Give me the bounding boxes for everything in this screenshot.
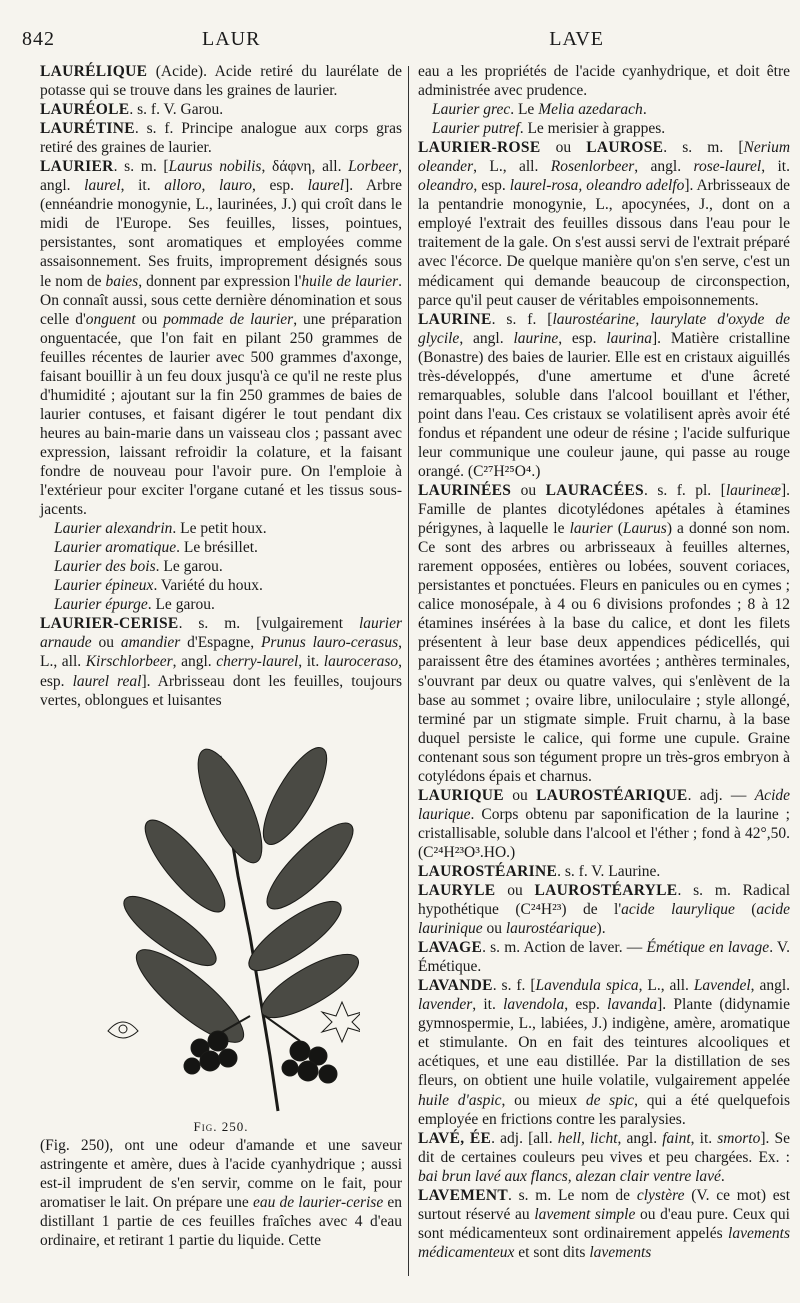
headword: LAURINÉES [418, 482, 512, 500]
entry-laurelique: LAURÉLIQUE (Acide). Acide retiré du laurélate de potasse qui se trouve dans les graines de laurier. [40, 63, 402, 100]
header-left-word: LAUR [202, 28, 261, 50]
entry-laurier-rose: LAURIER-ROSE ou LAUROSE. s. m. [Nerium oleander, L., all. Rosenlorbeer, angl. rose-laurel, it. oleandro, esp. laurel-rosa, oleandro adelfo]. Arbrisseaux de la pentandrie monogynie, L., apocynées, J., dont on a employé l'extrait des feuilles dissous dans l'eau pour le traitement de la gale. On s'est aussi servi de l'extrait préparé avec l'écorce. De quelque manière qu'on s'en serve, c'est un médicament qui demande beaucoup de circonspection, parce qu'il peut causer de véritables empoisonnements. [418, 139, 791, 309]
entry-laurique: LAURIQUE ou LAUROSTÉARIQUE. adj. — Acide laurique. Corps obtenu par saponification de la laurine ; cristallisable, soluble dans l'alcool et l'éther ; fond à 42°,50. (C²⁴H²³O³.HO.) [418, 786, 791, 861]
entry-lavande: LAVANDE. s. f. [Lavendula spica, L., all. Lavendel, angl. lavender, it. lavendola, esp. lavanda]. Plante (didynamie gymnospermie, L., labiées, J.) indigène, amère, aromatique et stimulante. On en fait des teintures alcooliques et acétiques, et une eau distillée. Par la distillation de ses fleurs, on obtient une huile volatile, vulgairement appelée huile d'aspic, ou mieux de spic, qui a été quelquefois employée en frictions contre les paralysies. [418, 977, 790, 1128]
sub-entry: Laurier épineux. Variété du houx. [54, 577, 263, 595]
header-right-word: LAVE [549, 28, 604, 50]
headword: LAURIQUE [418, 786, 504, 804]
right-column [418, 62, 790, 1262]
headword: LAURIER [40, 158, 114, 176]
entry-lavage: LAVAGE. s. m. Action de laver. — Émétique en lavage. V. Émétique. [418, 939, 791, 976]
cherry-laurel-illustration [100, 716, 360, 1116]
column-divider [408, 66, 409, 1276]
entry-laureole: LAURÉOLE. s. f. V. Garou. [40, 101, 224, 119]
headword: LAVAGE [418, 939, 483, 957]
headword: LAUROSTÉARINE [418, 862, 558, 880]
entry-lave: LAVÉ, ÉE. adj. [all. hell, licht, angl. faint, it. smorto]. Se dit de certaines couleurs peu vives et peu chargées. Ex. : bai brun lavé aux flancs, alezan clair ventre lavé. [418, 1129, 790, 1185]
headword: LAURIER-CERISE [40, 615, 179, 633]
sub-entry: Laurier putref. Le merisier à grappes. [432, 120, 666, 138]
entry-laurier-cerise-cont: (Fig. 250), ont une odeur d'amande et une saveur astringente et amère, dues à l'acide cyanhydrique ; aussi est-il imprudent de s'en servir, comme on le fait, pour aromatiser le lait. On prépare une eau de laurier-cerise en distillant 1 partie de ces feuilles fraîches avec 4 d'eau ordinaire, et retirant 1 partie du liquide. Cette [40, 1136, 402, 1249]
entry-lauretine: LAURÉTINE. s. f. Principe analogue aux corps gras retiré des graines de laurier. [40, 120, 402, 157]
headword: LAURÉOLE [40, 101, 130, 119]
entry-laurostearine: LAUROSTÉARINE. s. f. V. Laurine. [418, 862, 661, 880]
figure-caption: Fig. 250. [193, 1118, 249, 1134]
headword: LAURYLE [418, 882, 496, 900]
sub-entry: Laurier épurge. Le garou. [54, 596, 215, 614]
headword: LAURIER-ROSE [418, 139, 541, 157]
continuation-text: eau a les propriétés de l'acide cyanhydrique, et doit être administrée avec prudence. [418, 63, 790, 100]
headword: LAVÉ, ÉE [418, 1129, 492, 1147]
headword: LAURÉLIQUE [40, 63, 148, 80]
left-column [40, 62, 402, 1250]
entry-laurine: LAURINE. s. f. [laurostéarine, laurylate d'oxyde de glycile, angl. laurine, esp. laurina]. Matière cristalline (Bonastre) des baies de laurier. Elle est en cristaux aiguillés très-développés, d'une amertume et d'une âcreté remarquables, soluble dans l'alcool bouillant et l'éther, point dans l'eau. Ces cristaux se volatilisent après avoir été fondus et répandent une odeur de résine ; l'acide sulfurique leur communique une couleur jaune, qui passe au rouge orangé. (C²⁷H²⁵O⁴.) [418, 310, 791, 480]
entry-lauryle: LAURYLE ou LAUROSTÉARYLE. s. m. Radical hypothétique (C²⁴H²³) de l'acide laurylique (acide laurinique ou laurostéarique). [418, 882, 791, 938]
figure-250-laurier-cerise [40, 716, 402, 1136]
entry-laurinees: LAURINÉES ou LAURACÉES. s. f. pl. [laurineæ]. Famille de plantes dicotylédones apétales à étamines périgynes, à laquelle le laurier (Laurus) a donné son nom. Ce sont des arbres ou arbrisseaux à feuilles alternes, rarement opposées, entières ou lobées, souvent coriaces, persistantes et ponctuées. Fleurs en panicules ou en cymes ; calice monosépale, à 4 ou 6 divisions profondes ; 8 à 12 étamines insérées à la base du calice, et dont les filets présentent à leur base deux appendices pédicellés, qui paraissent être des étamines avortées ; anthères terminales, s'ouvrant par deux ou quatre valves, qui s'enlèvent de la base au sommet ; ovaire libre, uniloculaire ; style allongé, terminé par un stigmate simple. Fruit charnu, à la base duquel persiste le calice, qui forme une cupule. Graine contenant sous son tégument propre un très-gros embryon à cotylédons épais et charnus. [418, 482, 790, 785]
sub-entry: Laurier aromatique. Le brésillet. [54, 539, 258, 557]
running-header [22, 28, 782, 58]
sub-entry: Laurier alexandrin. Le petit houx. [54, 520, 267, 538]
sub-entry: Laurier grec. Le Melia azedarach. [432, 101, 647, 119]
entry-lavement: LAVEMENT. s. m. Le nom de clystère (V. ce mot) est surtout réservé au lavement simple ou d'eau pure. Ceux qui sont médicamenteux sont ordinairement appelés lavements médicamenteux et sont dits lavements [418, 1186, 791, 1261]
sub-entry: Laurier des bois. Le garou. [54, 558, 223, 576]
entry-laurier: LAURIER. s. m. [Laurus nobilis, δάφνη, all. Lorbeer, angl. laurel, it. alloro, lauro, esp. laurel]. Arbre (ennéandrie monogynie, L., laurinées, J.) qui croît dans le midi de l'Europe. Ses feuilles, lisses, pointues, persistantes, sont aromatiques et employées comme assaisonnement. Ses fruits, improprement désignés sous le nom de baies, donnent par expression l'huile de laurier. On connaît aussi, sous cette dernière dénomination et sous celle d'onguent ou pommade de laurier, une préparation onguentacée, que l'on fait en pilant 250 grammes de feuilles récentes de laurier avec 500 grammes d'axonge, faisant bouillir à un feu doux jusqu'à ce qu'il ne reste plus d'humidité ; ajoutant sur la fin 250 grammes de baies de laurier contuses, et faisant digérer le tout pendant dix heures au bain-marie dans un vaisseau clos ; passant avec expression, laissant refroidir la colature, et la faisant fondre de nouveau pour l'avoir pure. On l'emploie à l'extérieur pour exciter l'organe cutané et les tissus sous-jacents. [40, 158, 403, 519]
headword: LAURINE [418, 310, 492, 328]
headword: LAVANDE [418, 977, 493, 995]
headword: LAVEMENT [418, 1186, 508, 1204]
headword: LAURÉTINE [40, 120, 135, 138]
entry-laurier-cerise: LAURIER-CERISE. s. m. [vulgairement laurier arnaude ou amandier d'Espagne, Prunus lauro-cerasus, L., all. Kirschlorbeer, angl. cherry-laurel, it. lauroceraso, esp. laurel real]. Arbrisseau dont les feuilles, toujours vertes, oblongues et luisantes [40, 615, 403, 709]
page-number: 842 [22, 28, 55, 50]
